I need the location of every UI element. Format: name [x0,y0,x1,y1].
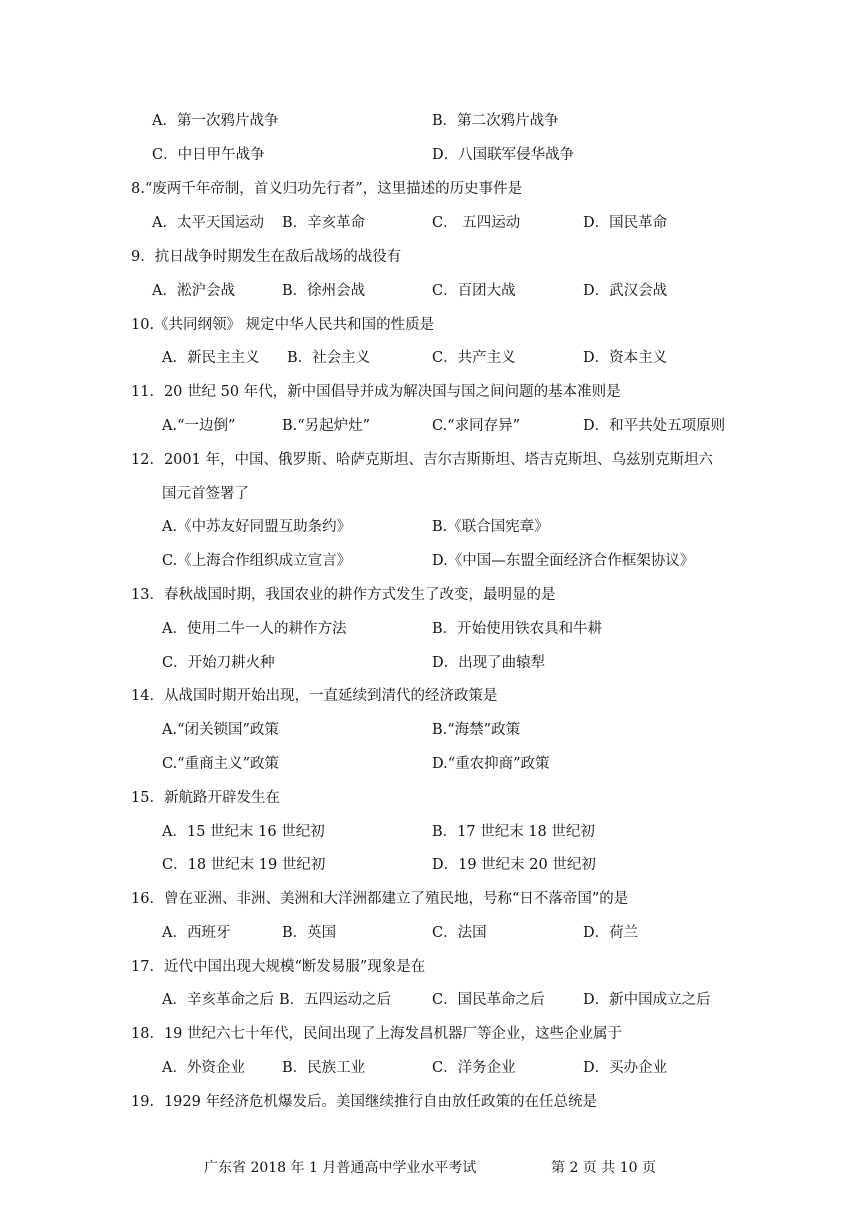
q14-stem: 14．从战国时期开始出现，一直延续到清代的经济政策是 [131,688,498,704]
q10-option-b: B．社会主义 [287,350,371,366]
q7-option-a: A．第一次鸦片战争 [152,113,279,129]
q19-stem: 19．1929 年经济危机爆发后。美国继续推行自由放任政策的在任总统是 [131,1094,597,1110]
q17-option-c: C．国民革命之后 [432,992,545,1008]
q15-option-b: B．17 世纪末 18 世纪初 [432,824,595,840]
q10-stem: 10.《共同纲领》 规定中华人民共和国的性质是 [131,317,435,333]
q8-option-b: B．辛亥革命 [282,215,366,231]
footer-page-number: 第 2 页 共 10 页 [551,1160,656,1176]
q18-option-a: A．外资企业 [162,1060,245,1076]
q15-stem: 15．新航路开辟发生在 [131,790,280,806]
q9-option-a: A．淞沪会战 [152,283,235,299]
q18-option-c: C．洋务企业 [432,1060,516,1076]
q14-option-c: C.“重商主义”政策 [162,756,280,772]
q12-option-c: C.《上海合作组织成立宣言》 [162,553,352,569]
q18-option-b: B．民族工业 [282,1060,366,1076]
q13-option-b: B．开始使用铁农具和牛耕 [432,621,603,637]
q14-option-d: D.“重农抑商”政策 [432,756,550,772]
q16-option-a: A．西班牙 [162,925,231,941]
q15-option-a: A．15 世纪末 16 世纪初 [162,824,325,840]
q15-option-d: D．19 世纪末 20 世纪初 [432,857,596,873]
q16-option-d: D．荷兰 [583,925,639,941]
q12-option-b: B.《联合国宪章》 [432,519,549,535]
q11-option-d: D．和平共处五项原则 [583,418,726,434]
q12-option-a: A.《中苏友好同盟互助条约》 [162,519,352,535]
q17-option-d: D．新中国成立之后 [583,992,711,1008]
q17-stem: 17．近代中国出现大规模“断发易服”现象是在 [131,959,426,975]
q17-option-b: B．五四运动之后 [279,992,392,1008]
footer-exam-title: 广东省 2018 年 1 月普通高中学业水平考试 [204,1160,477,1176]
q7-option-c: C．中日甲午战争 [152,147,265,163]
q18-stem: 18．19 世纪六七十年代，民间出现了上海发昌机器厂等企业，这些企业属于 [131,1026,623,1042]
q11-option-a: A.“一边倒” [162,418,236,434]
q10-option-d: D．资本主义 [583,350,668,366]
q9-option-b: B．徐州会战 [282,283,366,299]
q9-option-d: D．武汉会战 [583,283,668,299]
q15-option-c: C．18 世纪末 19 世纪初 [162,857,326,873]
q7-option-b: B．第二次鸦片战争 [432,113,559,129]
q16-option-c: C．法国 [432,925,487,941]
q11-option-c: C.“求同存异” [432,418,521,434]
q8-option-d: D．国民革命 [583,215,668,231]
q10-option-a: A．新民主主义 [162,350,260,366]
q16-stem: 16．曾在亚洲、非洲、美洲和大洋洲都建立了殖民地，号称“日不落帝国”的是 [131,891,629,907]
q14-option-b: B.“海禁”政策 [432,722,521,738]
q8-option-c: C． 五四运动 [432,215,521,231]
q8-stem: 8.“废两千年帝制，首义归功先行者”，这里描述的历史事件是 [131,181,523,197]
q10-option-c: C．共产主义 [432,350,516,366]
q13-stem: 13．春秋战国时期，我国农业的耕作方式发生了改变，最明显的是 [131,587,556,603]
q12-stem: 12．2001 年，中国、俄罗斯、哈萨克斯坦、吉尔吉斯斯坦、塔吉克斯坦、乌兹别克斯坦六 [131,452,713,468]
q13-option-c: C．开始刀耕火种 [162,655,275,671]
q13-option-d: D．出现了曲辕犁 [432,655,546,671]
q11-stem: 11．20 世纪 50 年代，新中国倡导并成为解决国与国之间问题的基本准则是 [131,384,621,400]
q18-option-d: D．买办企业 [583,1060,668,1076]
q7-option-d: D．八国联军侵华战争 [432,147,575,163]
q12-option-d: D.《中国—东盟全面经济合作框架协议》 [432,553,695,569]
q11-option-b: B.“另起炉灶” [282,418,371,434]
q9-stem: 9．抗日战争时期发生在敌后战场的战役有 [131,249,402,265]
q14-option-a: A.“闭关锁国”政策 [162,722,279,738]
q12-stem-continued: 国元首签署了 [162,486,249,502]
q17-option-a: A．辛亥革命之后 [162,992,274,1008]
q13-option-a: A．使用二牛一人的耕作方法 [162,621,347,637]
q16-option-b: B．英国 [282,925,337,941]
q9-option-c: C．百团大战 [432,283,516,299]
q8-option-a: A．太平天国运动 [152,215,264,231]
